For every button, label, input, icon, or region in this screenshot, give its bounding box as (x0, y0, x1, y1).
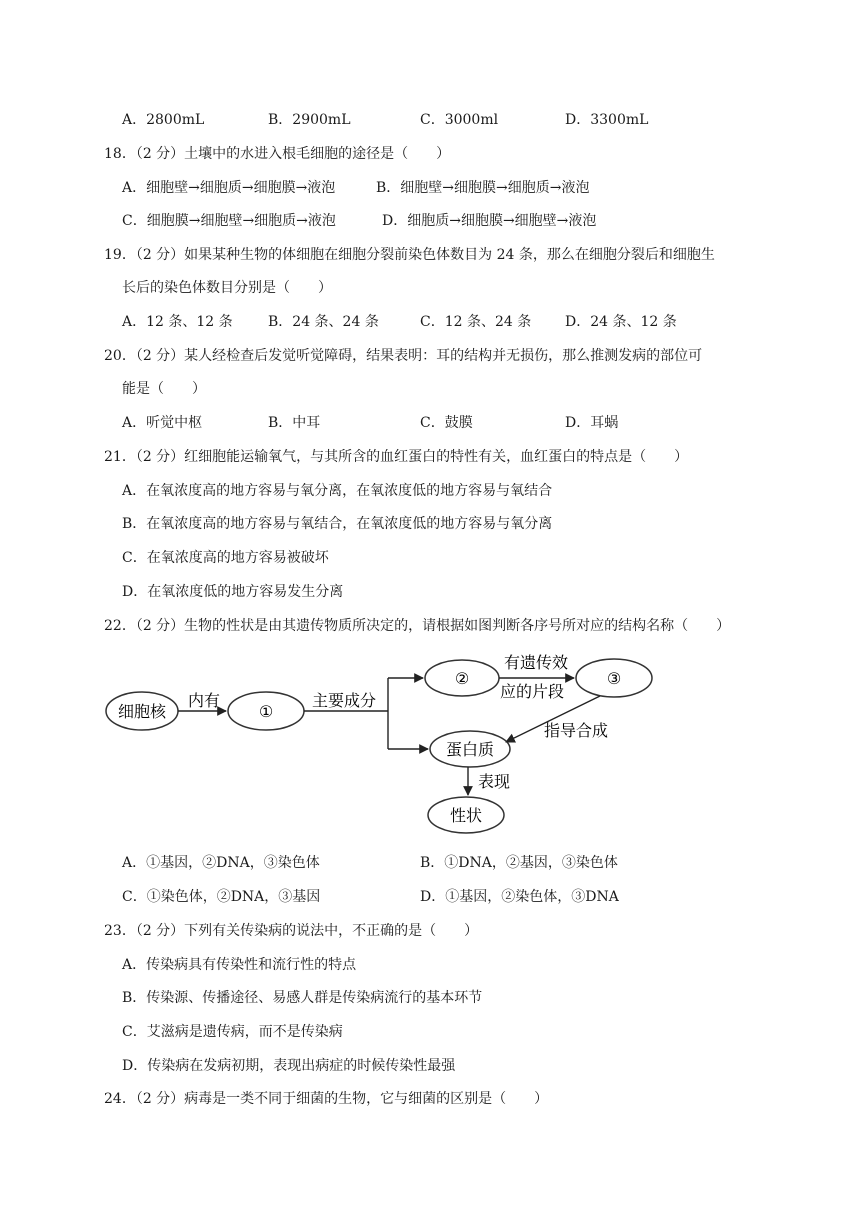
q22-option-c: C．①染色体，②DNA，③基因 (122, 889, 321, 905)
q20-option-b: B．中耳 (268, 415, 321, 431)
q18-option-a: A．细胞壁→细胞质→细胞膜→液泡 (122, 180, 336, 196)
q21-option-d: D．在氧浓度低的地方容易发生分离 (122, 584, 344, 600)
q22-stem: 22．（2 分）生物的性状是由其遗传物质所决定的，请根据如图判断各序号所对应的结构名称（ ） (104, 618, 731, 634)
node-1-label: ① (258, 702, 274, 721)
guide-synthesis-label: 指导合成 (544, 721, 609, 740)
q18-option-c: C．细胞膜→细胞壁→细胞质→液泡 (122, 213, 336, 229)
q20-option-a: A．听觉中枢 (122, 415, 203, 431)
q23-stem: 23．（2 分）下列有关传染病的说法中，不正确的是（ ） (104, 923, 479, 939)
trait-label: 性状 (449, 806, 483, 825)
q23-option-b: B．传染源、传播途径、易感人群是传染病流行的基本环节 (122, 990, 483, 1006)
contains-label: 内有 (188, 691, 221, 710)
q18-option-d: D．细胞质→细胞膜→细胞壁→液泡 (382, 213, 597, 229)
protein-label: 蛋白质 (445, 740, 495, 759)
q19-option-d: D．24 条、12 条 (565, 314, 677, 330)
q21-option-b: B．在氧浓度高的地方容易与氧结合，在氧浓度低的地方容易与氧分离 (122, 516, 553, 532)
q22-option-b: B．①DNA，②基因，③染色体 (420, 855, 618, 871)
q20-stem-line1: 20．（2 分）某人经检查后发觉听觉障碍，结果表明：耳的结构并无损伤，那么推测发病的部位可 (104, 348, 703, 364)
q19-option-b: B．24 条、24 条 (268, 314, 379, 330)
q21-stem: 21．（2 分）红细胞能运输氧气，与其所含的血红蛋白的特性有关，血红蛋白的特点是（ ） (104, 449, 689, 465)
q20-option-c: C．鼓膜 (420, 415, 473, 431)
q23-option-d: D．传染病在发病初期，表现出病症的时候传染性最强 (122, 1058, 456, 1074)
main-component-label: 主要成分 (312, 691, 377, 710)
q21-option-c: C．在氧浓度高的地方容易被破坏 (122, 550, 329, 566)
q22-option-d: D．①基因，②染色体，③DNA (420, 889, 619, 905)
genetics-diagram (100, 648, 660, 840)
q19-stem-line1: 19．（2 分）如果某种生物的体细胞在细胞分裂前染色体数目为 24 条，那么在细胞分裂后和细胞生 (104, 247, 715, 263)
effective-segment-label-2: 应的片段 (500, 682, 565, 701)
q19-option-a: A．12 条、12 条 (122, 314, 233, 330)
q20-stem-line2: 能是（ ） (122, 381, 206, 397)
q18-option-b: B．细胞壁→细胞膜→细胞质→液泡 (376, 180, 590, 196)
q22-option-a: A．①基因，②DNA，③染色体 (122, 855, 320, 871)
q17-option-a: A．2800mL (122, 112, 205, 128)
q23-option-c: C．艾滋病是遗传病，而不是传染病 (122, 1024, 343, 1040)
nucleus-label: 细胞核 (117, 702, 167, 721)
node-3-label: ③ (606, 669, 622, 688)
q24-stem: 24．（2 分）病毒是一类不同于细菌的生物，它与细菌的区别是（ ） (104, 1091, 549, 1107)
q17-option-b: B．2900mL (268, 112, 351, 128)
q19-stem-line2: 长后的染色体数目分别是（ ） (122, 280, 332, 296)
q21-option-a: A．在氧浓度高的地方容易与氧分离，在氧浓度低的地方容易与氧结合 (122, 483, 553, 499)
q18-stem: 18．（2 分）土壤中的水进入根毛细胞的途径是（ ） (104, 146, 451, 162)
effective-segment-label-1: 有遗传效 (504, 653, 569, 672)
q19-option-c: C．12 条、24 条 (420, 314, 532, 330)
express-label: 表现 (478, 772, 511, 791)
q20-option-d: D．耳蜗 (565, 415, 619, 431)
q17-option-c: C．3000ml (420, 112, 499, 128)
q23-option-a: A．传染病具有传染性和流行性的特点 (122, 957, 357, 973)
q17-option-d: D．3300mL (565, 112, 649, 128)
node-2-label: ② (454, 669, 470, 688)
